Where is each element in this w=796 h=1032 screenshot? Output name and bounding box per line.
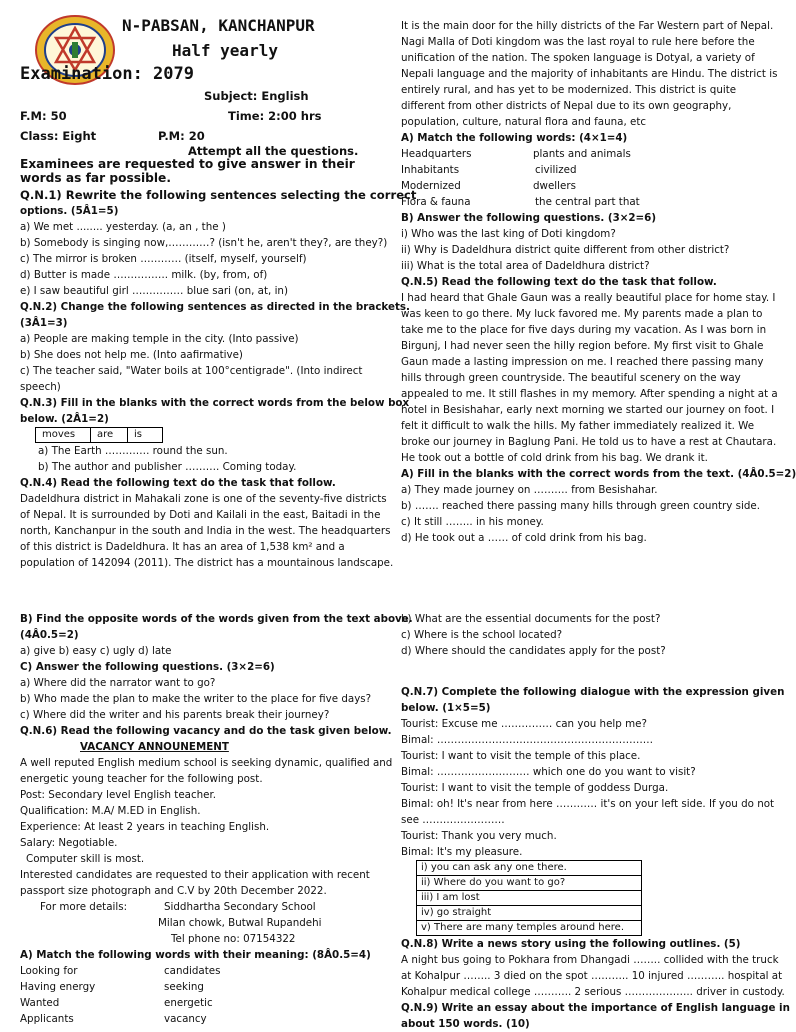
q1-item: e) I saw beautiful girl …………… blue sari (on, at, in) [20,285,288,297]
q2-title: Q.N.2) Change the following sentences as directed in the brackets. [20,301,410,313]
q5-passage-line: hills through green countryside. The beautiful scenery on the way [401,372,741,384]
instruction-examinees: Examinees are requested to give answer in their [20,157,355,171]
q6-question: c) Where is the school located? [401,629,563,641]
q7-option: iv) go straight [417,906,641,921]
q4-answer-title: B) Answer the following questions. (3×2=6) [401,212,657,224]
q4-passage-line: of Nepal. It is surrounded by Doti and Kailali in the east, Baitadi in the [20,509,381,521]
vacancy-line: energetic young teacher for the following post. [20,773,263,785]
q4-match-row [401,178,753,194]
match-meaning: candidates [164,965,221,977]
q4-question: ii) Why is Dadeldhura district quite different from other district? [401,244,730,256]
exam-term: Half yearly [172,41,278,60]
q7-option: i) you can ask any one there. [417,861,641,876]
exam-title: Examination: 2079 [20,64,194,84]
q5-passage-line: take me to the place for five days during my vacation. As I was born in [401,324,767,336]
match-term: Applicants [20,1013,74,1025]
q1-item: c) The mirror is broken ………… (itself, myself, yourself) [20,253,307,265]
q6-match-row [20,979,372,995]
q5-passage-line: I had heard that Ghale Gaun was a really beautiful place for home stay. I [401,292,776,304]
right-column-top [401,18,796,546]
dialogue-line: Bimal: It's my pleasure. [401,846,523,858]
match-term: Looking for [20,965,78,977]
q1-title: Q.N.1) Rewrite the following sentences selecting the correct [20,188,417,202]
pass-marks: P.M: 20 [158,129,205,143]
q5-passage-line: He took out a bottle of cold drink from his bag. We drank it. [401,452,708,464]
q4-passage-cont-line: Nepali language and the majority of inhabitants are Hindu. The district is [401,68,778,80]
vacancy-line: Interested candidates are requested to their application with recent [20,869,370,881]
match-meaning: plants and animals [533,148,631,160]
q4-passage-cont-line: unification of the nation. The spoken language is Dotyal, a variety of [401,52,755,64]
details-line: Tel phone no: 07154322 [171,933,296,945]
q5-fill-item: a) They made journey on ………. from Besishahar. [401,484,658,496]
q2-item: b) She does not help me. (Into aafirmative) [20,349,243,361]
q9-title: Q.N.9) Write an essay about the importance of English language in [401,1002,790,1014]
q2-item: a) People are making temple in the city. (Into passive) [20,333,299,345]
q5-question: b) Who made the plan to make the writer to the place for five days? [20,693,372,705]
q4-passage-line: population of 142094 (2011). The district has a mountainous landscape. [20,557,394,569]
q2-item: speech) [20,381,61,393]
q6-match-row [20,1011,372,1027]
q7-options-box [416,860,642,936]
match-term: Modernized [401,180,461,192]
q6-match-row [20,963,372,979]
q4-match-row [401,194,753,210]
q6-match-row [20,995,372,1011]
q2-title-cont: (3Â1=3) [20,317,68,329]
q4-match-row [401,162,753,178]
q8-outline-line: Kohalpur medical college ……….. 2 serious ……………….. driver in custody. [401,986,785,998]
q3-box-word: is [128,427,163,443]
q3-word-box [35,427,372,443]
q9-title-cont: about 150 words. (10) [401,1018,530,1030]
q5-fill-item: c) It still …….. in his money. [401,516,544,528]
q3-item: a) The Earth …………. round the sun. [38,445,228,457]
match-meaning: dwellers [533,180,576,192]
details-line: Siddhartha Secondary School [164,901,316,913]
q7-option: v) There are many temples around here. [421,922,625,933]
q4-passage-cont-line: different from other districts of Nepal due to its own geography, [401,100,732,112]
details-label: For more details: [40,901,128,913]
q4-title: Q.N.4) Read the following text do the task that follow. [20,477,336,489]
q3-item: b) The author and publisher ………. Coming today. [38,461,297,473]
match-term: Flora & fauna [401,196,471,208]
q8-title: Q.N.8) Write a news story using the following outlines. (5) [401,938,741,950]
instruction-attempt: Attempt all the questions. [188,144,359,158]
q5-fill-title: A) Fill in the blanks with the correct words from the text. (4Â0.5=2) [401,468,796,480]
class-label: Class: Eight [20,129,97,143]
q3-title-cont: below. (2Â1=2) [20,413,109,425]
q3-box-word: are [91,427,128,443]
dialogue-line: Tourist: I want to visit the temple of this place. [401,750,641,762]
q8-outline-line: at Kohalpur …….. 3 died on the spot ……….. 10 injured ……….. hospital at [401,970,783,982]
q7-title-cont: below. (1×5=5) [401,702,491,714]
dialogue-line: Tourist: Excuse me …………… can you help me? [401,718,647,730]
q5-passage-line: Birgunj, I had never seen the hilly region before. My first visit to Ghale [401,340,764,352]
q7-option: ii) Where do you want to go? [417,876,641,891]
q5-opp-title-cont: (4Â0.5=2) [20,629,79,641]
match-meaning: vacancy [164,1013,207,1025]
q5-fill-item: b) ……. reached there passing many hills through green country side. [401,500,760,512]
match-meaning: the central part that [535,196,640,208]
q4-passage-cont-line: population, culture, natural flora and fauna, etc [401,116,647,128]
q4-match-title: A) Match the following words: (4×1=4) [401,132,628,144]
dialogue-line: see …………………… [401,814,505,826]
match-meaning: seeking [164,981,204,993]
q4-passage-line: north, Kanchanpur in the south and India in the west. The headquarters [20,525,391,537]
q1-item: a) We met ........ yesterday. (a, an , the ) [20,221,226,233]
full-marks: F.M: 50 [20,109,67,123]
vacancy-line: Experience: At least 2 years in teaching English. [20,821,270,833]
details-line: Milan chowk, Butwal Rupandehi [158,917,322,929]
match-meaning: civilized [535,164,577,176]
subject-label: Subject: English [204,89,309,103]
q5-passage-line: hotel in Besishahar, early next morning we started our journey on foot. I [401,404,775,416]
q5-passage-line: appealed to me. It still flashes in my memory. After spending a night at a [401,388,778,400]
q5-fill-item: d) He took out a …… of cold drink from his bag. [401,532,647,544]
q1-item: d) Butter is made ……………. milk. (by, from, of) [20,269,268,281]
q1-title-cont: options. (5Â1=5) [20,205,119,217]
dialogue-line: Tourist: I want to visit the temple of goddess Durga. [401,782,669,794]
q6-title: Q.N.6) Read the following vacancy and do the task given below. [20,725,392,737]
q6-match-title: A) Match the following words with their meaning: (8Â0.5=4) [20,949,371,961]
time-label: Time: 2:00 hrs [228,109,322,123]
q5-question: a) Where did the narrator want to go? [20,677,216,689]
vacancy-line: Computer skill is most. [26,853,145,865]
q4-passage-cont-line: Nagi Malla of Doti kingdom was the last royal to rule here before the [401,36,755,48]
q4-passage-cont-line: It is the main door for the hilly districts of the Far Western part of Nepal. [401,20,774,32]
instruction-examinees-cont: words as far possible. [20,171,171,185]
dialogue-line: Bimal: oh! It's near from here ………… it's on your left side. If you do not [401,798,775,810]
q5-opp-words: a) give b) easy c) ugly d) late [20,645,172,657]
dialogue-line: Tourist: Thank you very much. [401,830,557,842]
match-term: Headquarters [401,148,472,160]
q5-opp-title: B) Find the opposite words of the words given from the text above. [20,613,413,625]
q4-passage-line: of this district is Dadeldhura. It has an area of 1,538 km² and a [20,541,345,553]
vacancy-line: Salary: Negotiable. [20,837,118,849]
q4-passage-cont-line: entirely rural, and has yet to be modernized. This district is quite [401,84,737,96]
vacancy-line: Post: Secondary level English teacher. [20,789,217,801]
q4-question: i) Who was the last king of Doti kingdom? [401,228,616,240]
left-column-top [20,187,417,571]
vacancy-details-row [20,899,372,915]
dialogue-line: Bimal: ……………………………………………………… [401,734,654,746]
q5-question: c) Where did the writer and his parents break their journey? [20,709,330,721]
q2-item: c) The teacher said, "Water boils at 100°centigrade". (Into indirect [20,365,363,377]
q7-title: Q.N.7) Complete the following dialogue with the expression given [401,686,785,698]
match-term: Having energy [20,981,96,993]
match-meaning: energetic [164,997,213,1009]
school-name: N-PABSAN, KANCHANPUR [122,16,315,35]
q1-item: b) Somebody is singing now,…………? (isn't he, aren't they?, are they?) [20,237,388,249]
q5-title: Q.N.5) Read the following text do the task that follow. [401,276,717,288]
q5-passage-line: Gaun made a lasting impression on me. I reached there passing many [401,356,764,368]
left-column-bottom [20,611,413,1027]
q8-outline-line: A night bus going to Pokhara from Dhangadi …….. collided with the truck [401,954,779,966]
q5-answer-title: C) Answer the following questions. (3×2=6) [20,661,275,673]
vacancy-line: passport size photograph and C.V by 20th December 2022. [20,885,327,897]
q6-question: b) What are the essential documents for the post? [401,613,661,625]
right-column-bottom [401,611,790,1032]
q5-passage-line: was keen to go there. My luck favored me. My parents made a plan to [401,308,763,320]
q4-question: iii) What is the total area of Dadeldhura district? [401,260,650,272]
match-term: Inhabitants [401,164,460,176]
vacancy-line: A well reputed English medium school is seeking dynamic, qualified and [20,757,393,769]
q5-passage-line: broke our journey in Baglung Pani. He told us to have a rest at Chautara. [401,436,777,448]
q5-passage-line: felt it difficult to walk the hills. My father immediately realized it. We [401,420,755,432]
q6-question: d) Where should the candidates apply for the post? [401,645,666,657]
vacancy-line: Qualification: M.A/ M.ED in English. [20,805,201,817]
q7-option: iii) I am lost [417,891,641,906]
q4-match-row [401,146,753,162]
vacancy-heading: VACANCY ANNOUNEMENT [80,741,229,753]
q3-title: Q.N.3) Fill in the blanks with the correct words from the below box [20,397,410,409]
q4-passage-line: Dadeldhura district in Mahakali zone is one of the seventy-five districts [20,493,387,505]
q3-box-word: moves [35,427,91,443]
dialogue-line: Bimal: ……………………… which one do you want to visit? [401,766,696,778]
match-term: Wanted [20,997,60,1009]
